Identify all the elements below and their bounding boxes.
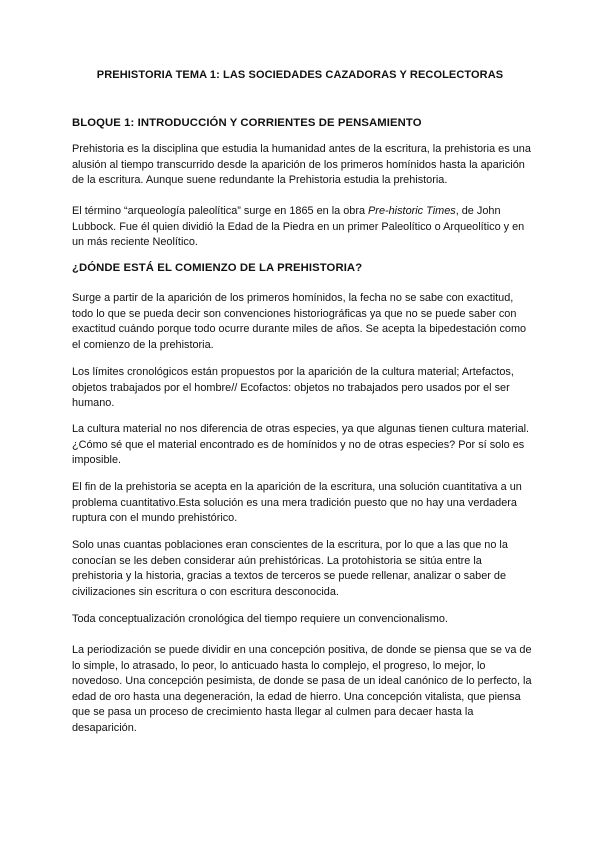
paragraph-origen: Surge a partir de la aparición de los primeros homínidos, la fecha no se sabe con exactitud, todo lo que se pueda decir son convenciones historiográficas ya que no se puede saber con exactitud cuándo porque todo ocurre durante miles de años. Se acepta la bipedestación como el comienzo de la prehistoria. bbox=[72, 292, 527, 351]
book-title: Pre-historic Times bbox=[368, 205, 456, 217]
paragraph-text: , de John Lubbock. Fue él quien dividió la Edad de la Piedra en un primer Paleolítico o Arqueolítico y en un más reciente Neolítico. bbox=[72, 205, 525, 249]
paragraph-convencionalismo: Toda conceptualización cronológica del tiempo requiere un convencionalismo. bbox=[72, 613, 448, 625]
paragraph-limites-cronologicos: Los límites cronológicos están propuestos por la aparición de la cultura material; Artefactos, objetos trabajados por el hombre// Ecofactos: objetos no trabajados pero usados por el ser humano. bbox=[72, 366, 514, 410]
paragraph-fin-prehistoria: El fin de la prehistoria se acepta en la aparición de la escritura, una solución cuantitativa a un problema cuantitativo.Esta solución es una mera tradición puesto que no hay una verdadera ruptura con el mundo prehistórico. bbox=[72, 481, 522, 525]
section-heading-bloque-1: BLOQUE 1: INTRODUCCIÓN Y CORRIENTES DE PENSAMIENTO bbox=[72, 117, 422, 129]
document-title: PREHISTORIA TEMA 1: LAS SOCIEDADES CAZADORAS Y RECOLECTORAS bbox=[96, 69, 504, 81]
paragraph-arqueologia-paleolitica bbox=[72, 204, 532, 251]
section-heading-comienzo: ¿DÓNDE ESTÁ EL COMIENZO DE LA PREHISTORIA? bbox=[72, 262, 363, 274]
paragraph-periodizacion: La periodización se puede dividir en una concepción positiva, de donde se piensa que se va de lo simple, lo atrasado, lo peor, lo anticuado hasta lo complejo, el progreso, lo mejor, lo novedoso. Una concepción pesimista, de donde se pasa de un ideal canónico de lo perfecto, la edad de oro hasta una degeneración, la edad de hierro. Una concepción vitalista, que piensa que se pasa un proceso de crecimiento hasta llegar al culmen para decaer hasta la desaparición. bbox=[72, 644, 532, 734]
paragraph-cultura-material: La cultura material no nos diferencia de otras especies, ya que algunas tienen cultura material. ¿Cómo sé que el material encontrado es de homínidos y no de otras especies? Por sí solo es imposible. bbox=[72, 423, 530, 467]
paragraph-protohistoria: Solo unas cuantas poblaciones eran conscientes de la escritura, por lo que a las que no la conocían se les deben considerar aún prehistóricas. La protohistoria se sitúa entre la prehistoria y la historia, gracias a textos de terceros se puede rellenar, analizar o saber de civilizaciones sin escritura o con escritura desconocida. bbox=[72, 539, 508, 598]
paragraph-text: El término “arqueología paleolítica” surge en 1865 en la obra bbox=[72, 205, 369, 217]
paragraph-definition: Prehistoria es la disciplina que estudia la humanidad antes de la escritura, la prehistoria es una alusión al tiempo transcurrido desde la aparición de los primeros homínidos hasta la aparición de la escritura. Aunque suene redundante la Prehistoria estudia la prehistoria. bbox=[72, 143, 531, 187]
